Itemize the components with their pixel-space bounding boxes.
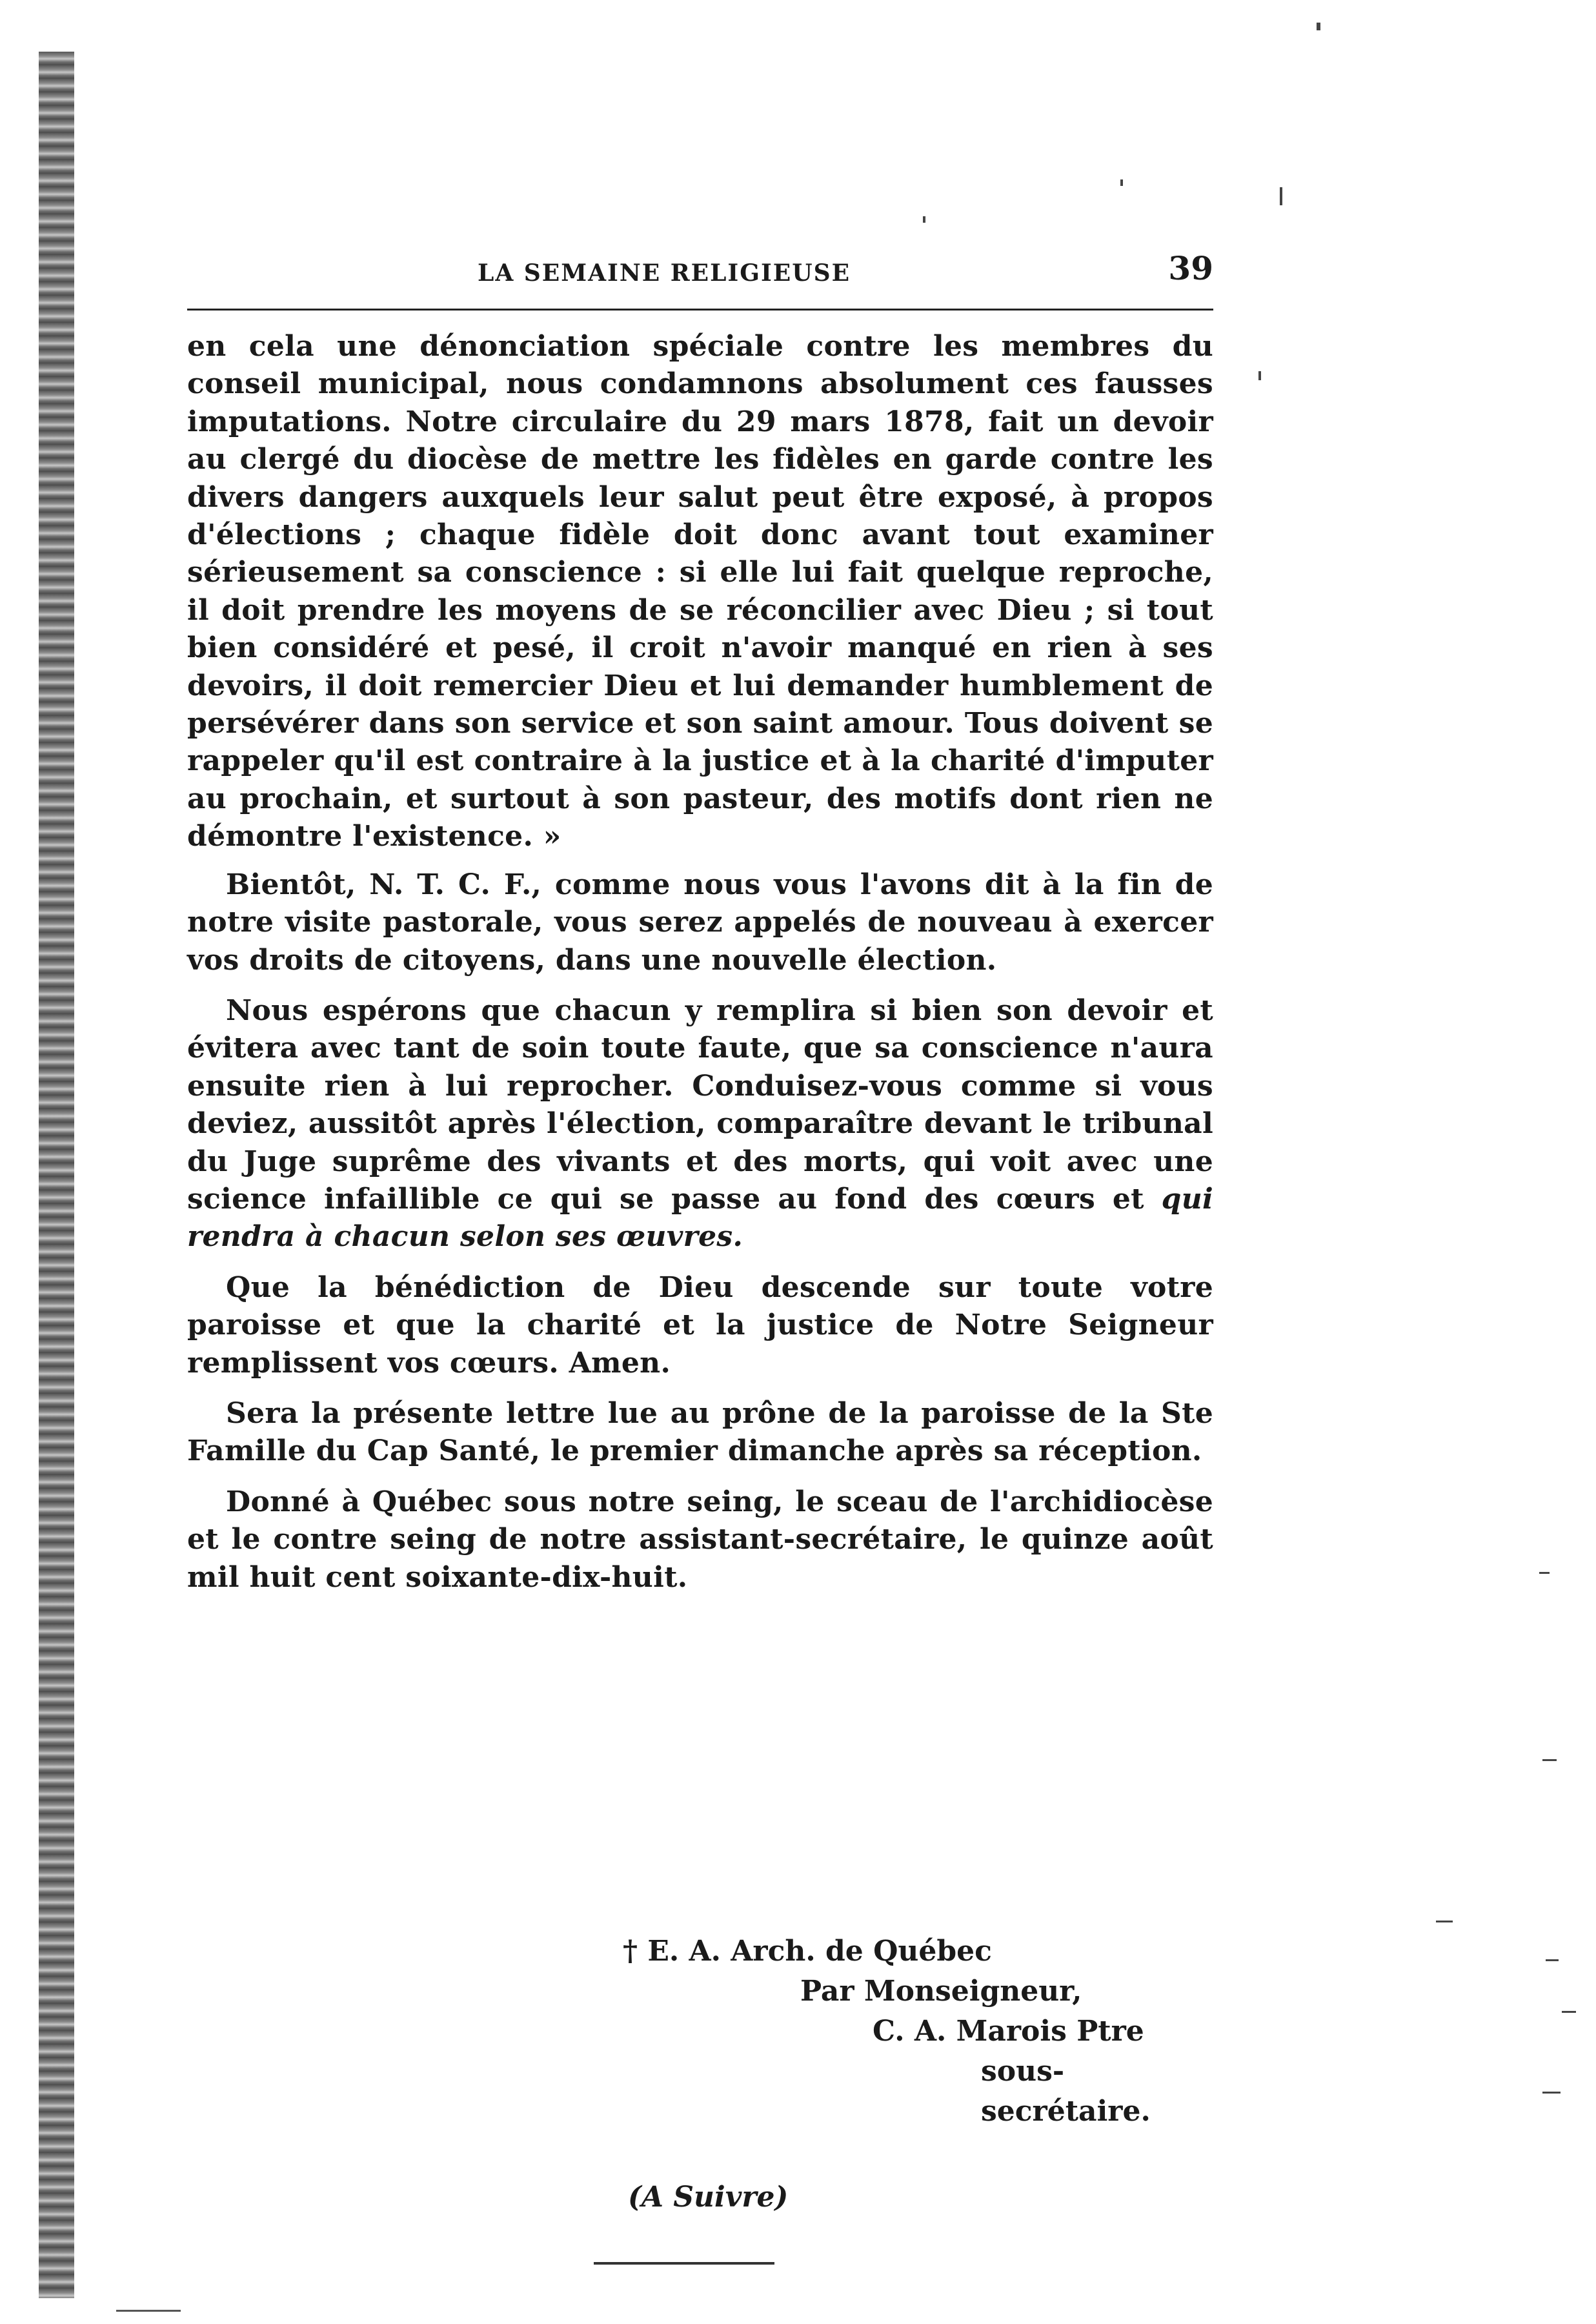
running-head: LA SEMAINE RELIGIEUSE <box>478 260 851 287</box>
paragraph-text: Nous espérons que chacun y remplira si bien son devoir et évitera avec tant de soin toute faute, que sa conscience n'aura ensuite rien à lui reprocher. Conduisez-vous comme si vous deviez, aussitôt après l'élection, comparaître devant le tribunal du Juge suprême des vivants et des morts, qui voit avec une science infaillible ce qui se passe au fond des cœurs et <box>187 994 1213 1216</box>
paragraph: Donné à Québec sous notre seing, le sceau de l'archidiocèse et le contre seing de notre assistant-secrétaire, le quinze août mil huit cent soixante-dix-huit. <box>187 1485 1213 1594</box>
signature-line-archbishop: † E. A. Arch. de Québec <box>623 1935 992 1968</box>
continued-note: (A Suivre) <box>628 2181 789 2214</box>
paragraph: Que la bénédiction de Dieu descende sur toute votre paroisse et que la charité et la justice de Notre Seigneur remplissent vos cœurs. Amen. <box>187 1270 1213 1380</box>
page-number: 39 <box>1168 249 1213 287</box>
paragraph: Bientôt, N. T. C. F., comme nous vous l'avons dit à la fin de notre visite pastorale, vous serez appelés de nouveau à exercer vos droits de citoyens, dans une nouvelle élection. <box>187 868 1213 977</box>
paragraph-continuation: en cela une dénonciation spéciale contre les membres du conseil municipal, nous condamnons absolument ces fausses imputations. Notre circulaire du 29 mars 1878, fait un devoir au clergé du diocèse de mettre les fidèles en garde contre les divers dangers auxquels leur salut peut être exposé, à propos d'élections ; chaque fidèle doit donc avant tout examiner sérieusement sa conscience : si elle lui fait quelque reproche, il doit prendre les moyens de se réconcilier avec Dieu ; si tout bien considéré et pesé, il croit n'avoir manqué en rien à ses devoirs, il doit remercier Dieu et lui demander humblement de persévérer dans son service et son saint amour. Tous doivent se rappeler qu'il est contraire à la justice et à la charité d'imputer au prochain, et surtout à son pasteur, des motifs dont rien ne démontre l'existence. » <box>187 330 1213 853</box>
bottom-rule <box>594 2262 774 2265</box>
signature-line-par: Par Monseigneur, <box>800 1975 1082 2008</box>
body-text <box>187 328 1213 1609</box>
signature-line-name: C. A. Marois Ptre <box>873 2015 1144 2048</box>
document-page <box>187 245 1214 2214</box>
header-rule <box>187 309 1213 311</box>
paragraph-with-italic <box>187 992 1213 1256</box>
page-header <box>187 245 1213 297</box>
italic-phrase: qui rendra à chacun selon ses œuvres. <box>187 1182 1214 1254</box>
book-binding-edge <box>39 52 74 2298</box>
binding-edge-mark <box>116 2310 181 2312</box>
paragraph: Sera la présente lettre lue au prône de la paroisse de la Ste Famille du Cap Santé, le premier dimanche après sa réception. <box>187 1396 1213 1468</box>
signature-line-title: sous-secrétaire. <box>981 2055 1151 2128</box>
